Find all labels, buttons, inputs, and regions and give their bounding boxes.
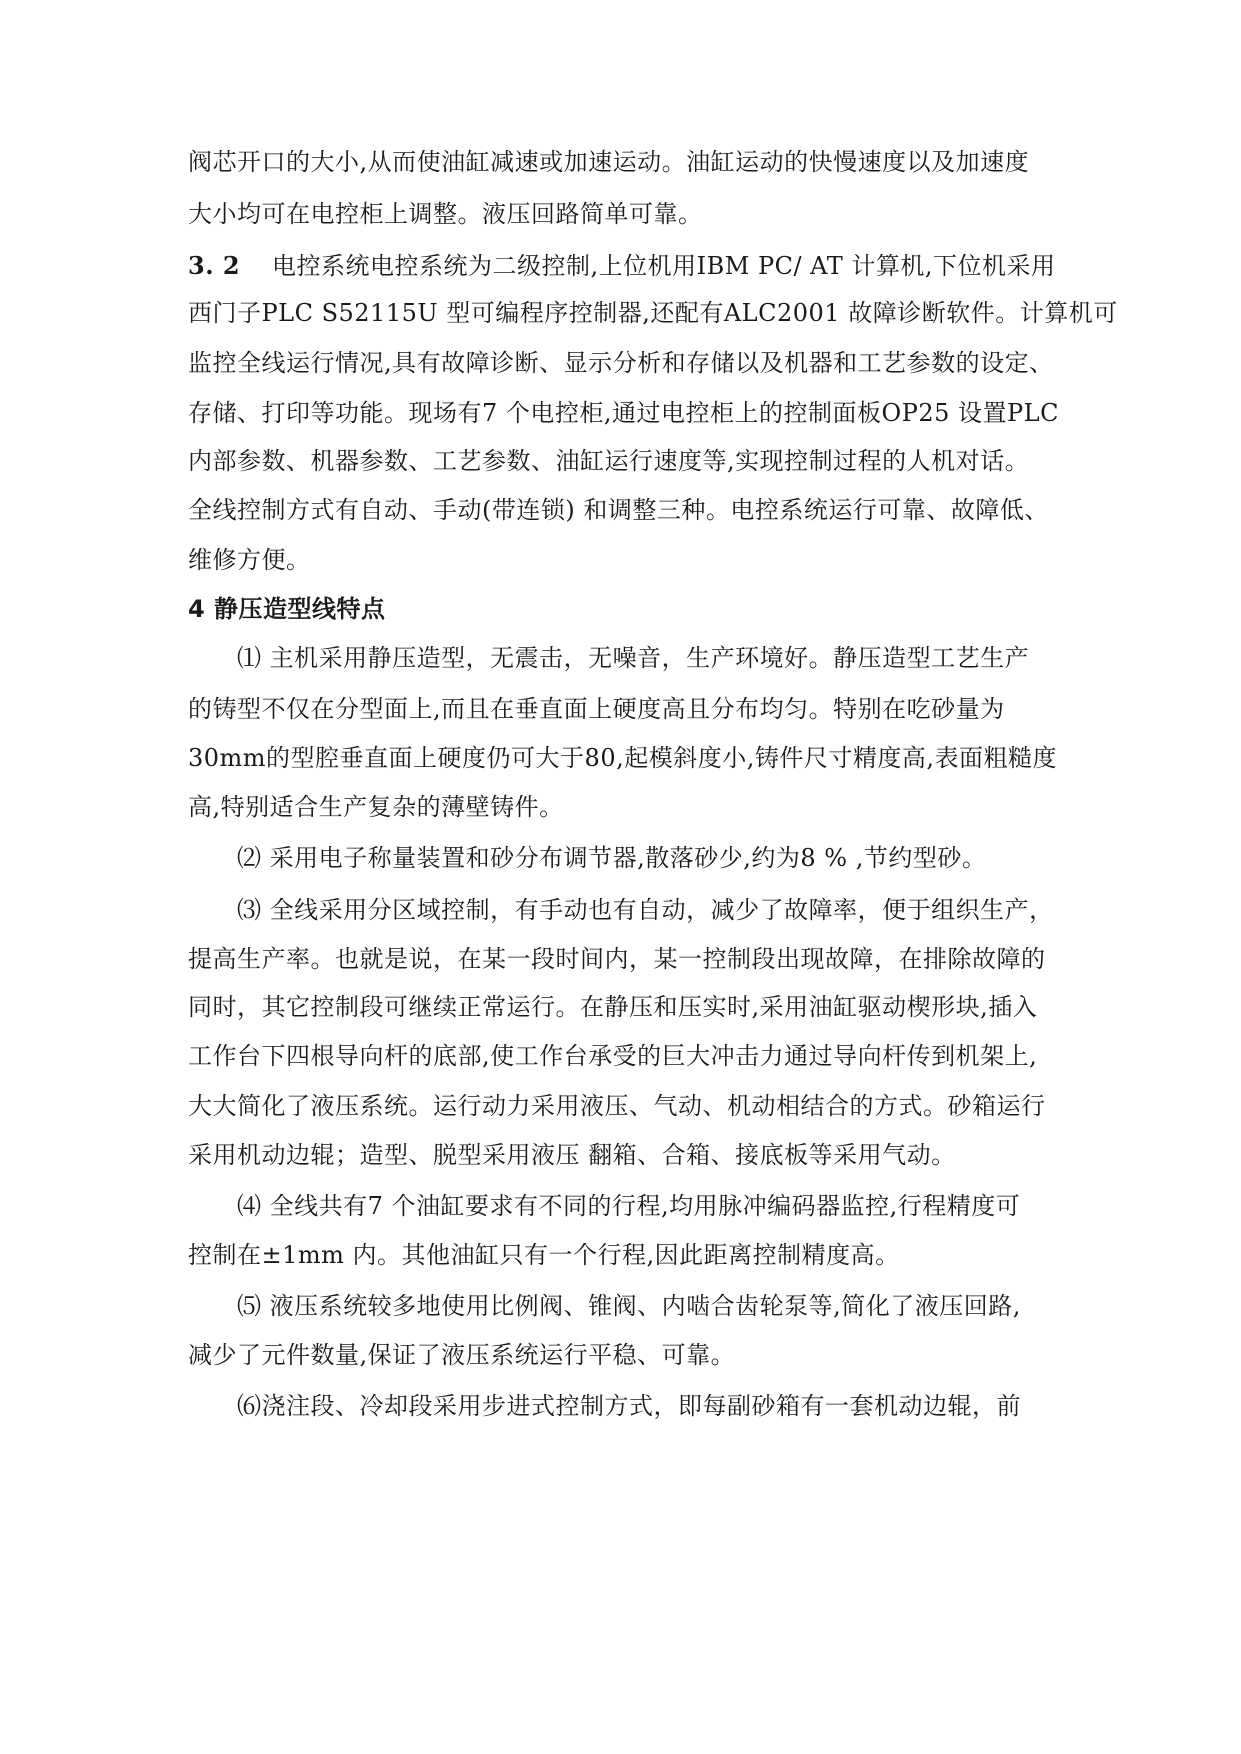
paragraph-line: 西门子PLC S52115U 型可编程序控制器,还配有ALC2001 故障诊断软件。计算机可 (188, 299, 1118, 327)
section-heading: 4 静压造型线特点 (188, 595, 386, 623)
paragraph-line: 阀芯开口的大小,从而使油缸减速或加速运动。油缸运动的快慢速度以及加速度 (188, 148, 1030, 176)
paragraph-text: 电控系统电控系统为二级控制,上位机用IBM PC/ AT 计算机,下位机采用 (272, 252, 1056, 280)
paragraph-line: 减少了元件数量,保证了液压系统运行平稳、可靠。 (188, 1341, 736, 1369)
section-3-2-line (188, 249, 1068, 283)
paragraph-line: ⑴ 主机采用静压造型，无震击，无噪音，生产环境好。静压造型工艺生产 (237, 644, 1030, 672)
paragraph-line: ⑸ 液压系统较多地使用比例阀、锥阀、内啮合齿轮泵等,简化了液压回路, (237, 1292, 1021, 1320)
paragraph-line: 高,特别适合生产复杂的薄壁铸件。 (188, 793, 564, 821)
paragraph-line: 大小均可在电控柜上调整。液压回路简单可靠。 (188, 200, 703, 228)
paragraph-line: 控制在±1mm 内。其他油缸只有一个行程,因此距离控制精度高。 (188, 1241, 900, 1269)
paragraph-line: 维修方便。 (188, 546, 311, 574)
paragraph-line: ⑵ 采用电子称量装置和砂分布调节器,散落砂少,约为8 % ,节约型砂。 (237, 844, 987, 872)
paragraph-line: 内部参数、机器参数、工艺参数、油缸运行速度等,实现控制过程的人机对话。 (188, 447, 1030, 475)
paragraph-line: 大大简化了液压系统。运行动力采用液压、气动、机动相结合的方式。砂箱运行 (188, 1092, 1046, 1120)
paragraph-line: 的铸型不仅在分型面上,而且在垂直面上硬度高且分布均匀。特别在吃砂量为 (188, 695, 1005, 723)
paragraph-line: 提高生产率。也就是说，在某一段时间内，某一控制段出现故障，在排除故障的 (188, 945, 1046, 973)
paragraph-line: 30mm的型腔垂直面上硬度仍可大于80,起模斜度小,铸件尺寸精度高,表面粗糙度 (188, 744, 1057, 772)
paragraph-line: 存储、打印等功能。现场有7 个电控柜,通过电控柜上的控制面板OP25 设置PLC (188, 399, 1059, 427)
paragraph-line: ⑷ 全线共有7 个油缸要求有不同的行程,均用脉冲编码器监控,行程精度可 (237, 1192, 1021, 1220)
paragraph-line: 同时，其它控制段可继续正常运行。在静压和压实时,采用油缸驱动楔形块,插入 (188, 993, 1038, 1021)
paragraph-line: 工作台下四根导向杆的底部,使工作台承受的巨大冲击力通过导向杆传到机架上, (188, 1042, 1038, 1070)
paragraph-line: 采用机动边辊；造型、脱型采用液压 翻箱、合箱、接底板等采用气动。 (188, 1141, 956, 1169)
section-number: 3. 2 (188, 251, 241, 280)
paragraph-line: 监控全线运行情况,具有故障诊断、显示分析和存储以及机器和工艺参数的设定、 (188, 349, 1054, 377)
paragraph-line: ⑶ 全线采用分区域控制，有手动也有自动，减少了故障率，便于组织生产， (237, 896, 1054, 924)
paragraph-line: ⑹浇注段、冷却段采用步进式控制方式，即每副砂箱有一套机动边辊，前 (237, 1392, 1021, 1420)
paragraph-line: 全线控制方式有自动、手动(带连锁) 和调整三种。电控系统运行可靠、故障低、 (188, 496, 1049, 524)
